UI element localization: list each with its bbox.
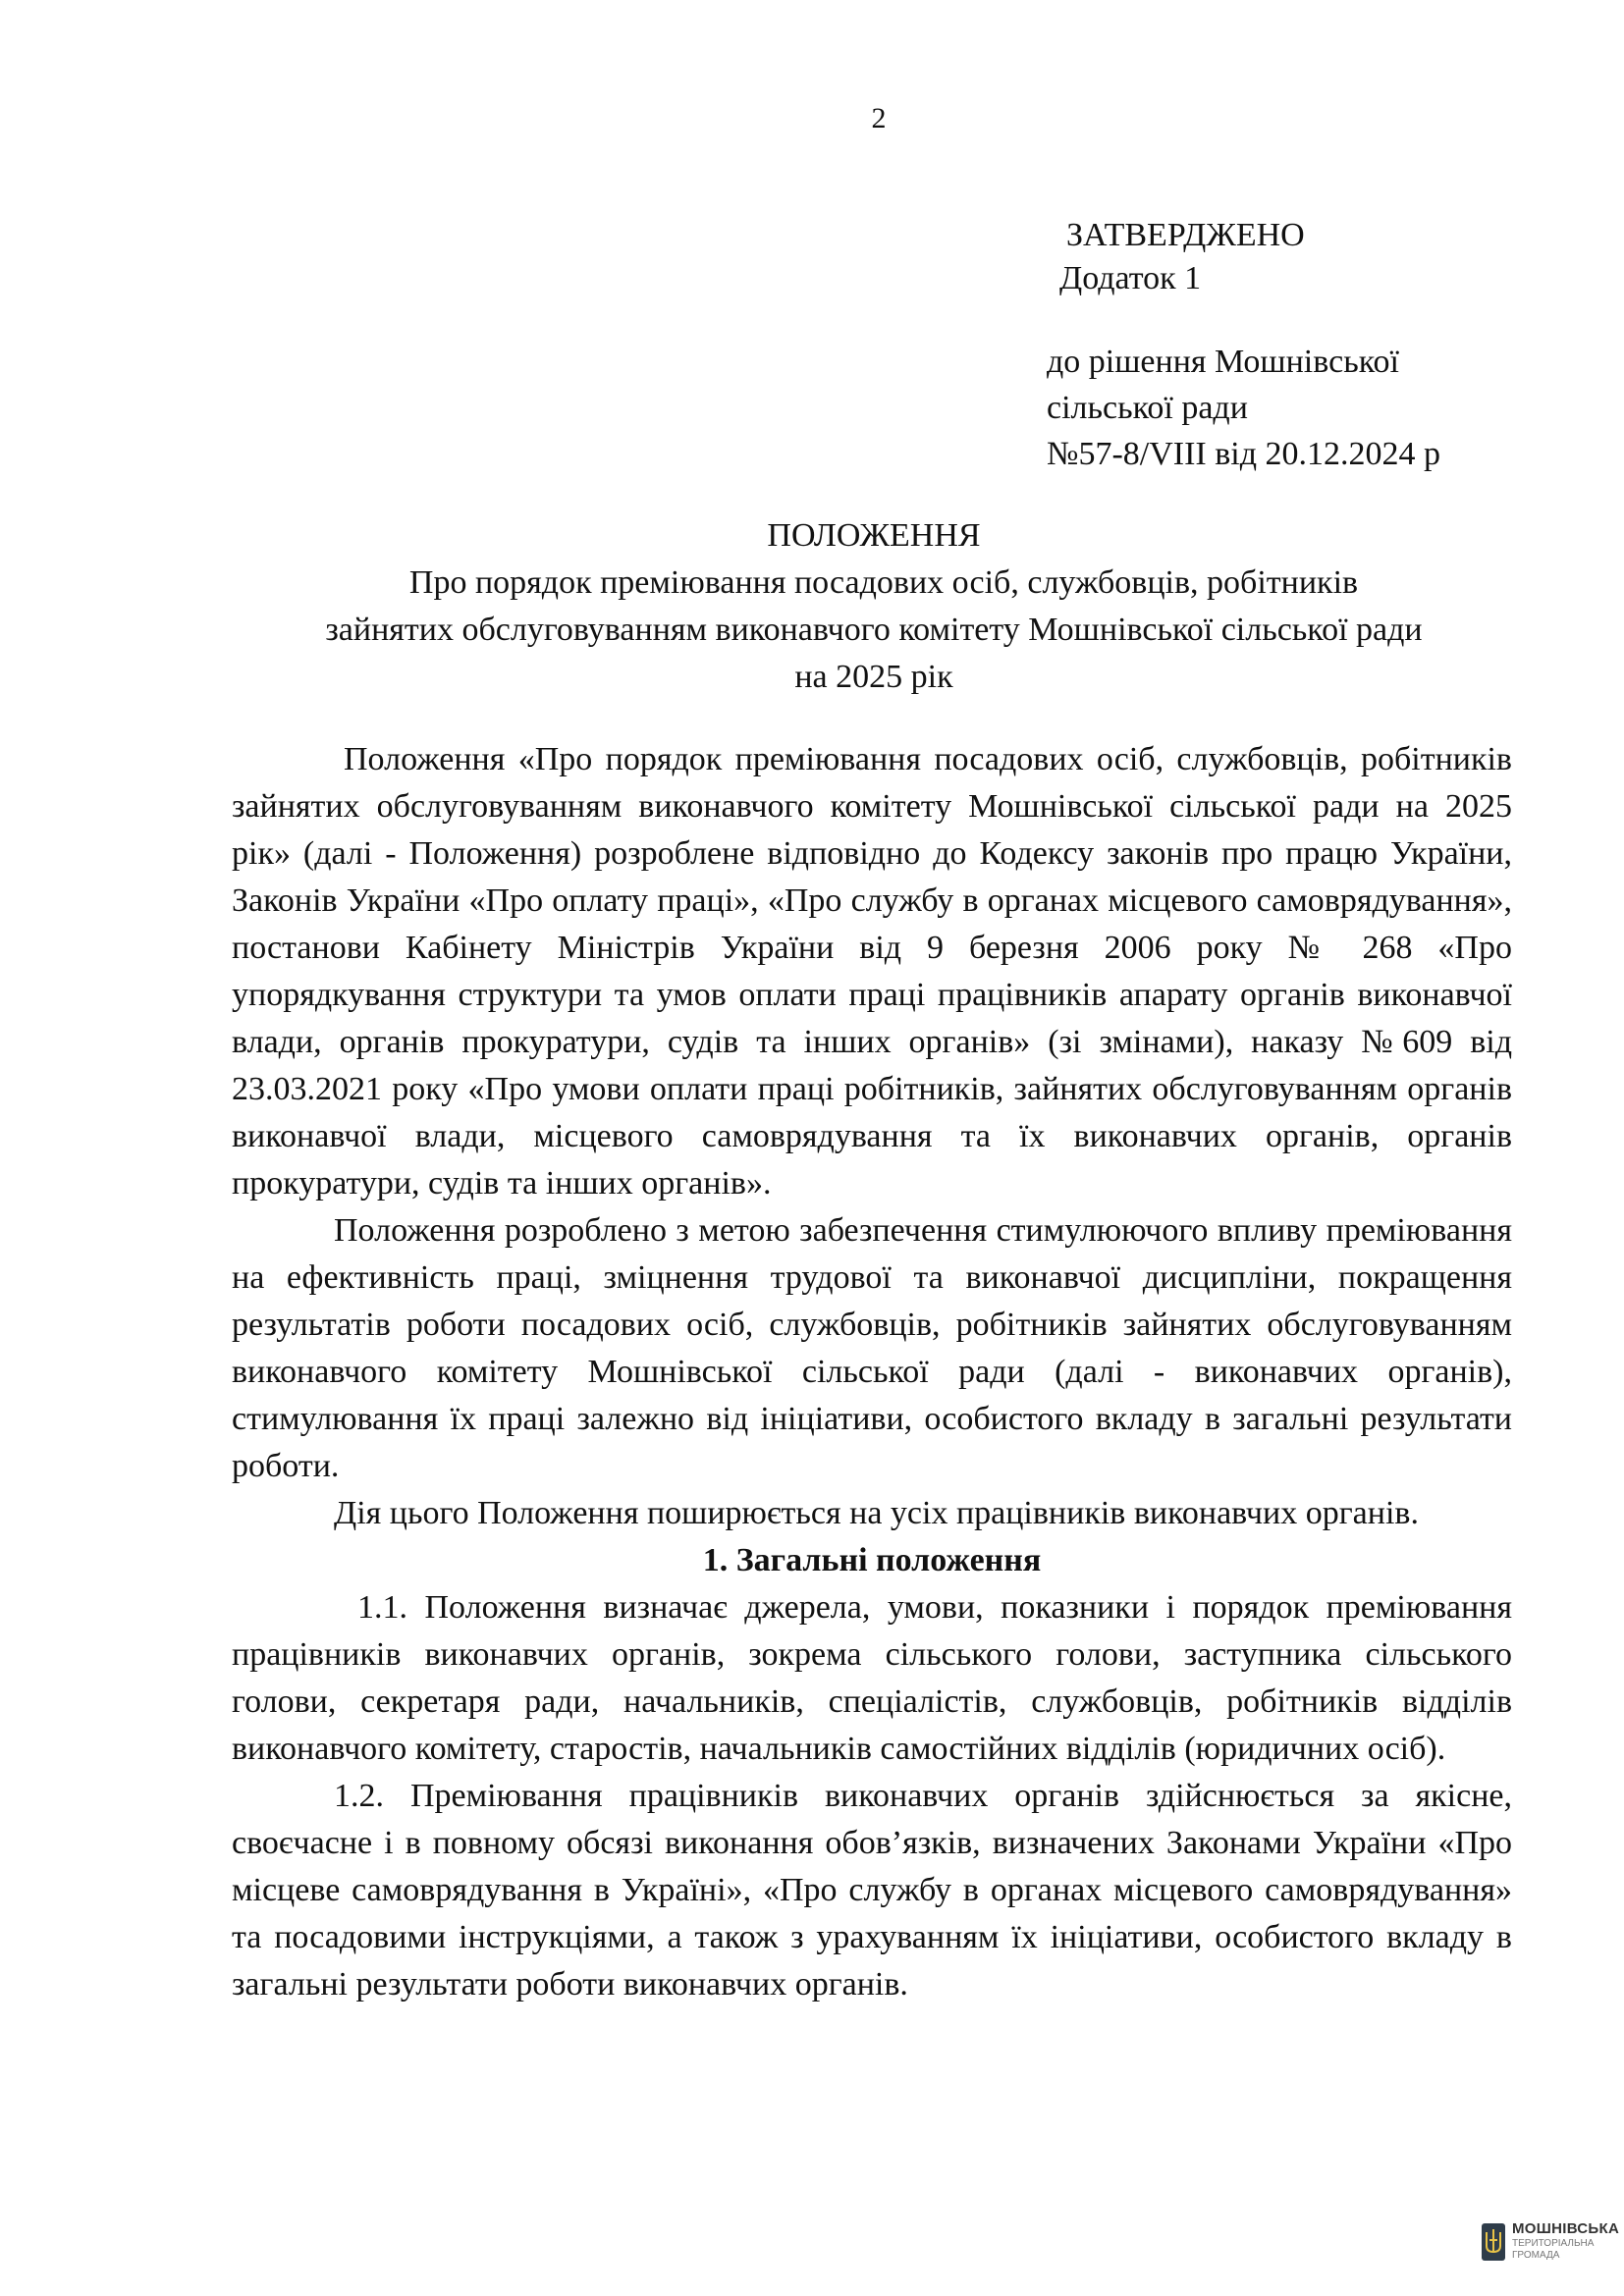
paragraph-1-1: 1.1. Положення визначає джерела, умови, показники і порядок преміювання працівників виконавчих органів, зокрема сільського голови, заступника сільського голови, секретаря ради, начальників, спеціалістів, службовців, робітників відділів виконавчого комітету, старостів, начальників самостійних відділів (юридичних осіб). (232, 1589, 1512, 1767)
document-body (232, 736, 1512, 2008)
community-logo (1481, 2218, 1618, 2277)
decision-line-3: №57-8/VIII від 20.12.2024 р (1047, 436, 1441, 472)
paragraph-intro: Положення «Про порядок преміювання посадових осіб, службовців, робітників зайнятих обслуговуванням виконавчого комітету Мошнівської сільської ради на 2025 рік» (далі - Положення) розроблене відповідно до Кодексу законів про працю України, Законів України «Про оплату праці», «Про службу в органах місцевого самоврядування», постанови Кабінету Міністрів України від 9 березня 2006 року № 268 «Про упорядкування структури та умов оплати праці працівників апарату органів виконавчої влади, органів прокуратури, судів та інших органів» (зі змінами), наказу №609 від 23.03.2021 року «Про умови оплати праці робітників, зайнятих обслуговуванням органів виконавчої влади, місцевого самоврядування та їх виконавчих органів, органів прокуратури, судів та інших органів». (232, 741, 1512, 1201)
document-heading: ПОЛОЖЕННЯ (767, 517, 981, 554)
logo-sub-2: ГРОМАДА (1512, 2250, 1560, 2261)
trident-icon (1481, 2222, 1506, 2262)
logo-name: МОШНІВСЬКА (1512, 2220, 1620, 2237)
page-number: 2 (871, 102, 887, 134)
title-line-3: на 2025 рік (794, 659, 953, 695)
logo-sub-1: ТЕРИТОРІАЛЬНА (1512, 2238, 1595, 2249)
annex-label: Додаток 1 (1059, 260, 1202, 296)
section-heading-1: 1. Загальні положення (702, 1542, 1042, 1578)
paragraph-purpose: Положення розроблено з метою забезпечення стимулюючого впливу преміювання на ефективність праці, зміцнення трудової та виконавчої дисципліни, покращення результатів роботи посадових осіб, службовців, робітників зайнятих обслуговуванням виконавчого комітету Мошнівської сільської ради (далі - виконавчих органів), стимулювання їх праці залежно від ініціативи, особистого вкладу в загальні результати роботи. (232, 1212, 1512, 1484)
decision-line-1: до рішення Мошнівської (1047, 344, 1399, 380)
title-line-2: зайнятих обслуговуванням виконавчого комітету Мошнівської сільської ради (325, 612, 1423, 648)
decision-line-2: сільської ради (1047, 390, 1248, 426)
paragraph-1-2: 1.2. Преміювання працівників виконавчих органів здійснюється за якісне, своєчасне і в повному обсязі виконання обов’язків, визначених Законами України «Про місцеве самоврядування в Україні», «Про службу в органах місцевого самоврядування» та посадовими інструкціями, а також з урахуванням їх ініціативи, особистого вкладу в загальні результати роботи виконавчих органів. (232, 1778, 1512, 2002)
title-line-1: Про порядок преміювання посадових осіб, службовців, робітників (408, 564, 1359, 601)
paragraph-scope: Дія цього Положення поширюється на усіх працівників виконавчих органів. (334, 1495, 1419, 1531)
approval-stamp: ЗАТВЕРДЖЕНО (1066, 217, 1305, 253)
